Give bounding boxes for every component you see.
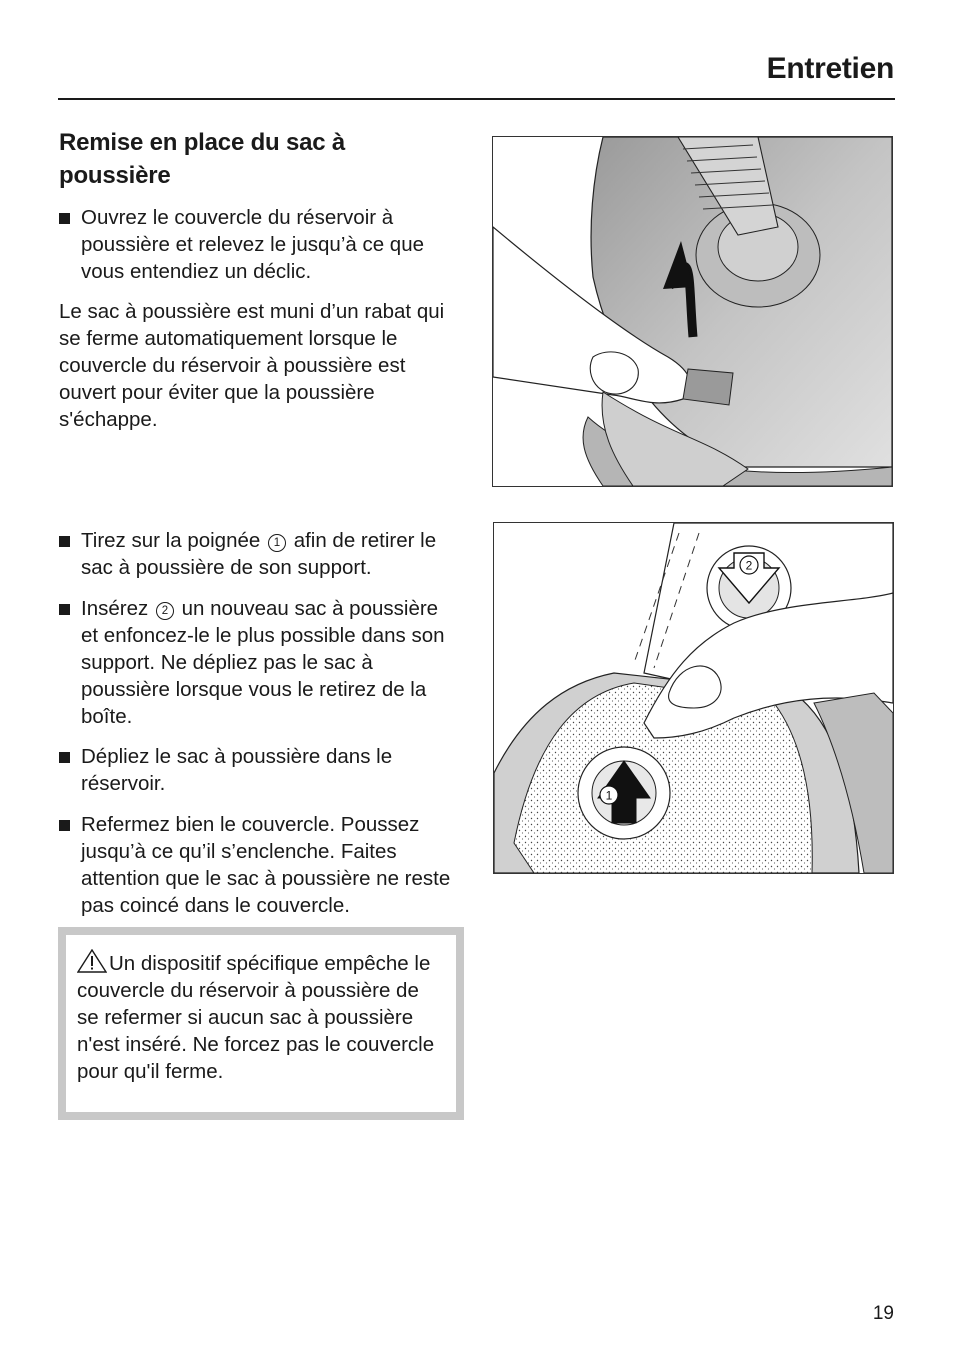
bullet-text: Dépliez le sac à poussière dans le réservoir.: [81, 745, 393, 795]
warning-triangle-icon: [77, 949, 107, 973]
lid-illustration: [493, 137, 892, 486]
page-header-title: Entretien: [766, 52, 894, 85]
bullet-pull-handle: [59, 527, 459, 581]
bullet-open-lid: [59, 204, 459, 285]
bullet-text: Insérez 2 un nouveau sac à poussière et enfoncez-le le plus possible dans son support. Ne dépliez pas le sac à poussière lorsque vous le retirez de la boîte.: [81, 597, 445, 728]
bullet-unfold-bag: [59, 743, 459, 797]
bullet-square-icon: [59, 604, 70, 615]
bullet-square-icon: [59, 752, 70, 763]
circled-number-1: 1: [268, 534, 286, 552]
bullet-text: Refermez bien le couvercle. Poussez jusqu’à ce qu’il s’enclenche. Faites attention que le sac à poussière ne reste pas coincé dans le couvercle.: [81, 813, 451, 917]
figure-label-2: 2: [745, 558, 753, 573]
bullet-square-icon: [59, 536, 70, 547]
warning-content: [66, 935, 456, 1112]
info-paragraph: Le sac à poussière est muni d’un rabat qui se ferme automatiquement lorsque le couvercle du réservoir à poussière est ouvert pour éviter que la poussière s'échappe.: [59, 300, 445, 431]
page-number: 19: [872, 1303, 894, 1324]
figure-open-lid: [492, 136, 893, 487]
circled-number-2: 2: [156, 602, 174, 620]
bag-illustration: [494, 523, 893, 873]
bullet-insert-bag: [59, 595, 459, 730]
header-divider: [58, 98, 895, 100]
figure-label-1: 1: [605, 788, 613, 803]
bullet-text: Ouvrez le couvercle du réservoir à poussière et relevez le jusqu’à ce que vous entendiez un déclic.: [81, 206, 425, 283]
bullet-close-lid: [59, 811, 459, 919]
warning-text: Un dispositif spécifique empêche le couvercle du réservoir à poussière de se refermer si aucun sac à poussière n'est inséré. Ne forcez pas le couvercle pour qu'il ferme.: [77, 952, 435, 1083]
warning-box: [58, 927, 464, 1120]
bullet-square-icon: [59, 820, 70, 831]
bullet-square-icon: [59, 213, 70, 224]
figure-replace-bag: [493, 522, 894, 874]
bullet-text: Tirez sur la poignée 1 afin de retirer le sac à poussière de son support.: [81, 529, 437, 579]
section-title: Remise en place du sac à poussière: [59, 129, 346, 189]
